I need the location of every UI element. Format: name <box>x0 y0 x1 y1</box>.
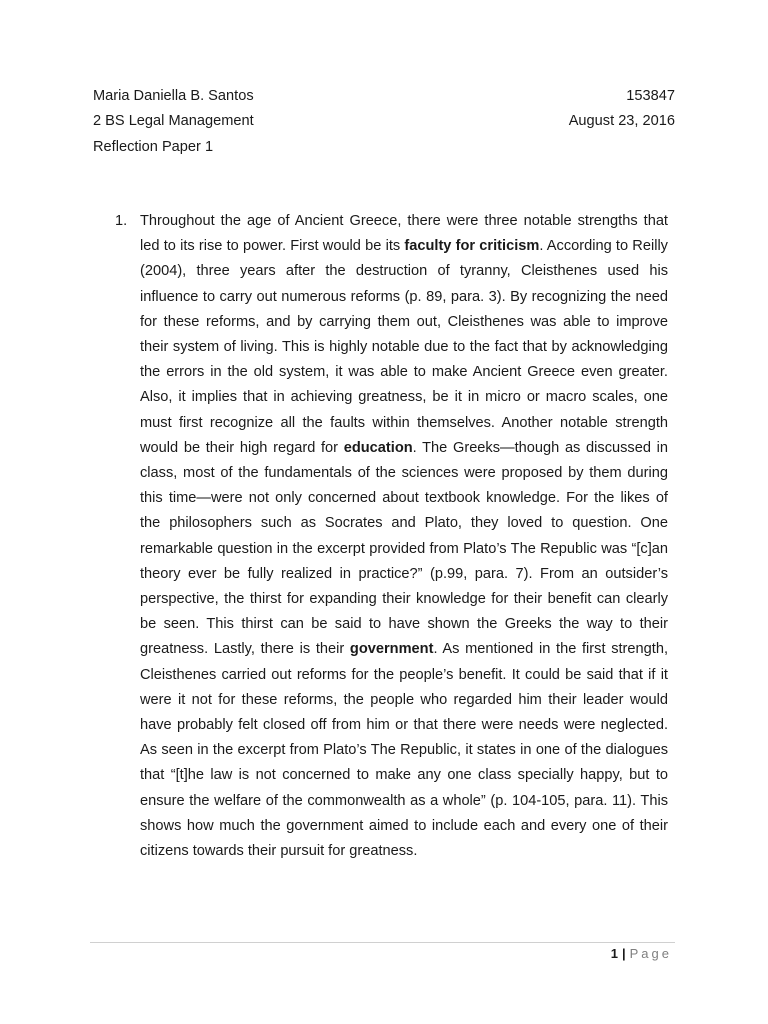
page-footer <box>611 945 672 963</box>
paragraph-text: . According to Reilly (2004), three years after the destruction of tyranny, Cleisthenes used his influence to carry out numerous reforms (p. 89, para. 3). By recognizing the need for these reforms, and by carrying them out, Cleisthenes was able to improve their system of living. This is highly notable due to the fact that by acknowledging the errors in the old system, it was able to make Ancient Greece even greater. Also, it implies that in achieving greatness, be it in micro or macro scales, one must first recognize all the faults within themselves. Another notable strength would be their high regard for <box>140 238 668 456</box>
list-item-number: 1. <box>115 213 128 229</box>
paragraph-text: . As mentioned in the first strength, Cleisthenes carried out reforms for the people’s benefit. It could be said that if it were it not for these reforms, the people who regarded him their leader would have probably felt closed off from him or that there were needs were neglected. As seen in the excerpt from Plato’s The Republic, it states in one of the dialogues that “[t]he law is not concerned to make any one class specially happy, but to ensure the welfare of the commonwealth as a whole” (p. 104-105, para. 11). This shows how much the government aimed to include each and every one of their citizens towards their pursuit for greatness. <box>140 641 668 860</box>
page-number: 1 <box>610 946 618 961</box>
bold-term-government: government <box>349 641 434 658</box>
header-row-1 <box>93 86 675 106</box>
footer-separator: | <box>621 946 626 961</box>
list-item-paragraph <box>140 209 668 864</box>
author-name: Maria Daniella B. Santos <box>93 88 254 104</box>
paper-title: Reflection Paper 1 <box>93 139 214 155</box>
bold-term-criticism: faculty for criticism <box>404 238 540 255</box>
paper-date: August 23, 2016 <box>568 113 675 129</box>
header-row-2 <box>93 111 675 131</box>
footer-divider <box>90 942 675 943</box>
paragraph-text: . The Greeks—though as discussed in class, most of the fundamentals of the sciences were proposed by them during this time—were not only concerned about textbook knowledge. For the likes of the philosophers such as Socrates and Plato, they loved to question. One remarkable question in the excerpt provided from Plato’s The Republic was “[c]an theory ever be fully realized in practice?” (p.99, para. 7). From an outsider’s perspective, the thirst for expanding their knowledge for their benefit can clearly be seen. This thirst can be said to have shown the Greeks the way to their greatness. Lastly, there is their <box>140 439 668 658</box>
course-name: 2 BS Legal Management <box>93 113 254 129</box>
student-id: 153847 <box>626 88 675 104</box>
header-row-3 <box>93 137 675 157</box>
page-label: Page <box>629 946 672 961</box>
bold-term-education: education <box>343 439 413 456</box>
paragraph-text: Throughout the age of Ancient Greece, there were three notable strengths that led to its rise to power. First would be its <box>140 213 668 255</box>
